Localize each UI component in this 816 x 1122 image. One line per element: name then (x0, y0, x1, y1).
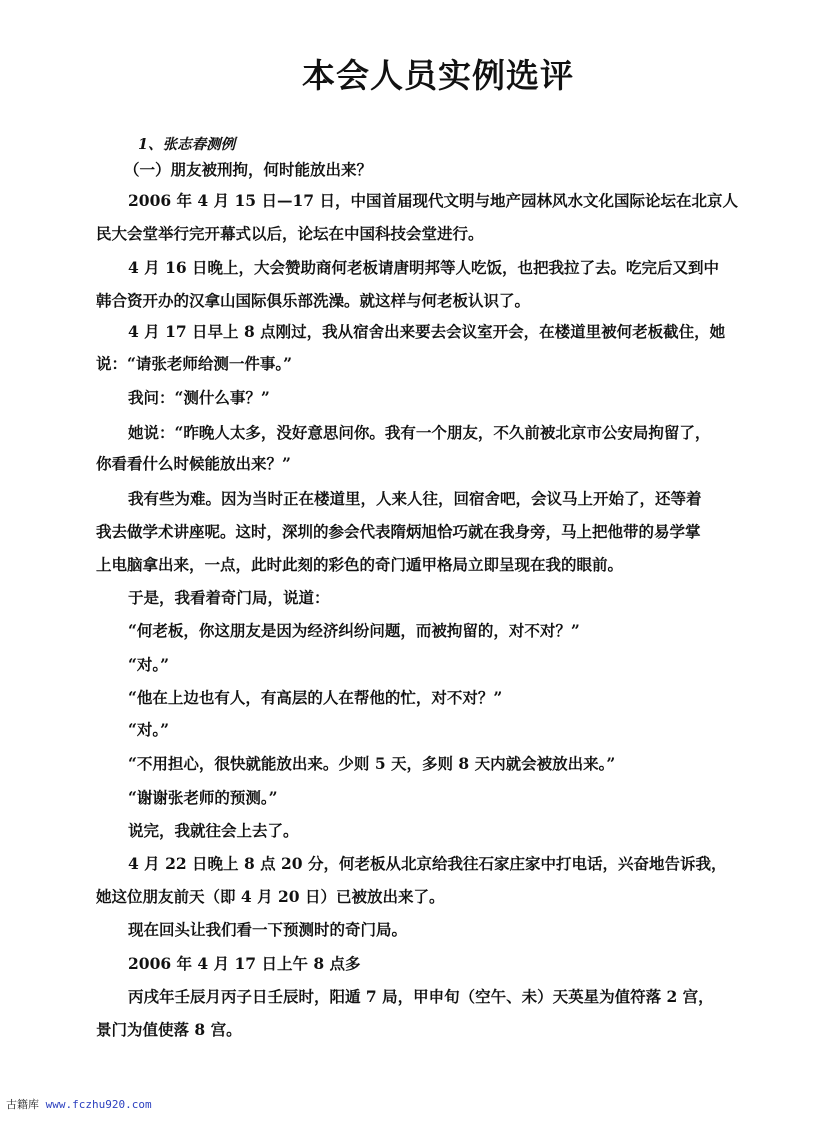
footer-watermark (6, 1096, 152, 1112)
paragraph-line: 4 月 17 日早上 8 点刚过，我从宿舍出来要去会议室开会，在楼道里被何老板截住，她 (128, 322, 726, 341)
section-heading: 1、张志春测例 (138, 136, 236, 153)
paragraph-line: “对。” (128, 655, 170, 674)
paragraph-line: 2006 年 4 月 15 日—17 日，中国首届现代文明与地产园林风水文化国际论坛在北京人 (128, 191, 738, 210)
paragraph-line: “何老板，你这朋友是因为经济纠纷问题，而被拘留的，对不对？” (128, 621, 580, 640)
paragraph-line: 说完，我就往会上去了。 (128, 821, 299, 840)
paragraph-line: 民大会堂举行完开幕式以后，论坛在中国科技会堂进行。 (96, 224, 484, 243)
subsection-heading: （一）朋友被刑拘，何时能放出来？ (124, 160, 373, 179)
paragraph-line: 我问：“测什么事？” (128, 388, 270, 407)
paragraph-line: “对。” (128, 720, 170, 739)
paragraph-line: 我有些为难。因为当时正在楼道里，人来人往，回宿舍吧，会议马上开始了，还等着 (128, 489, 702, 508)
paragraph-line: 2006 年 4 月 17 日上午 8 点多 (128, 954, 361, 973)
paragraph-line: 丙戌年壬辰月丙子日壬辰时，阳遁 7 局，甲申旬（空午、未）天英星为值符落 2 宫， (128, 987, 714, 1006)
paragraph-line: “不用担心，很快就能放出来。少则 5 天，多则 8 天内就会被放出来。” (128, 754, 616, 773)
paragraph-line: “他在上边也有人，有高层的人在帮他的忙，对不对？” (128, 688, 503, 707)
paragraph-line: 上电脑拿出来，一点，此时此刻的彩色的奇门遁甲格局立即呈现在我的眼前。 (96, 555, 624, 574)
footer-label: 古籍库 (6, 1098, 39, 1111)
paragraph-line: 她这位朋友前天（即 4 月 20 日）已被放出来了。 (96, 887, 445, 906)
paragraph-line: 景门为值使落 8 宫。 (96, 1020, 242, 1039)
paragraph-line: 我去做学术讲座呢。这时，深圳的参会代表隋炳旭恰巧就在我身旁，马上把他带的易学掌 (96, 522, 701, 541)
paragraph-line: 现在回头让我们看一下预测时的奇门局。 (128, 920, 408, 939)
paragraph-line: 韩合资开办的汉拿山国际俱乐部洗澡。就这样与何老板认识了。 (96, 291, 531, 310)
paragraph-line: 于是，我看着奇门局，说道： (128, 588, 330, 607)
page-title: 本会人员实例选评 (302, 56, 574, 95)
paragraph-line: 4 月 16 日晚上，大会赞助商何老板请唐明邦等人吃饭，也把我拉了去。吃完后又到中 (128, 258, 720, 277)
paragraph-line: 你看看什么时候能放出来？” (96, 454, 291, 473)
paragraph-line: 说：“请张老师给测一件事。” (96, 354, 293, 373)
footer-site-link[interactable]: www.fczhu920.com (45, 1098, 152, 1111)
paragraph-line: 4 月 22 日晚上 8 点 20 分，何老板从北京给我往石家庄家中打电话，兴奋地告诉我， (128, 854, 727, 873)
paragraph-line: 她说：“昨晚人太多，没好意思问你。我有一个朋友，不久前被北京市公安局拘留了， (128, 423, 711, 442)
paragraph-line: “谢谢张老师的预测。” (128, 788, 278, 807)
